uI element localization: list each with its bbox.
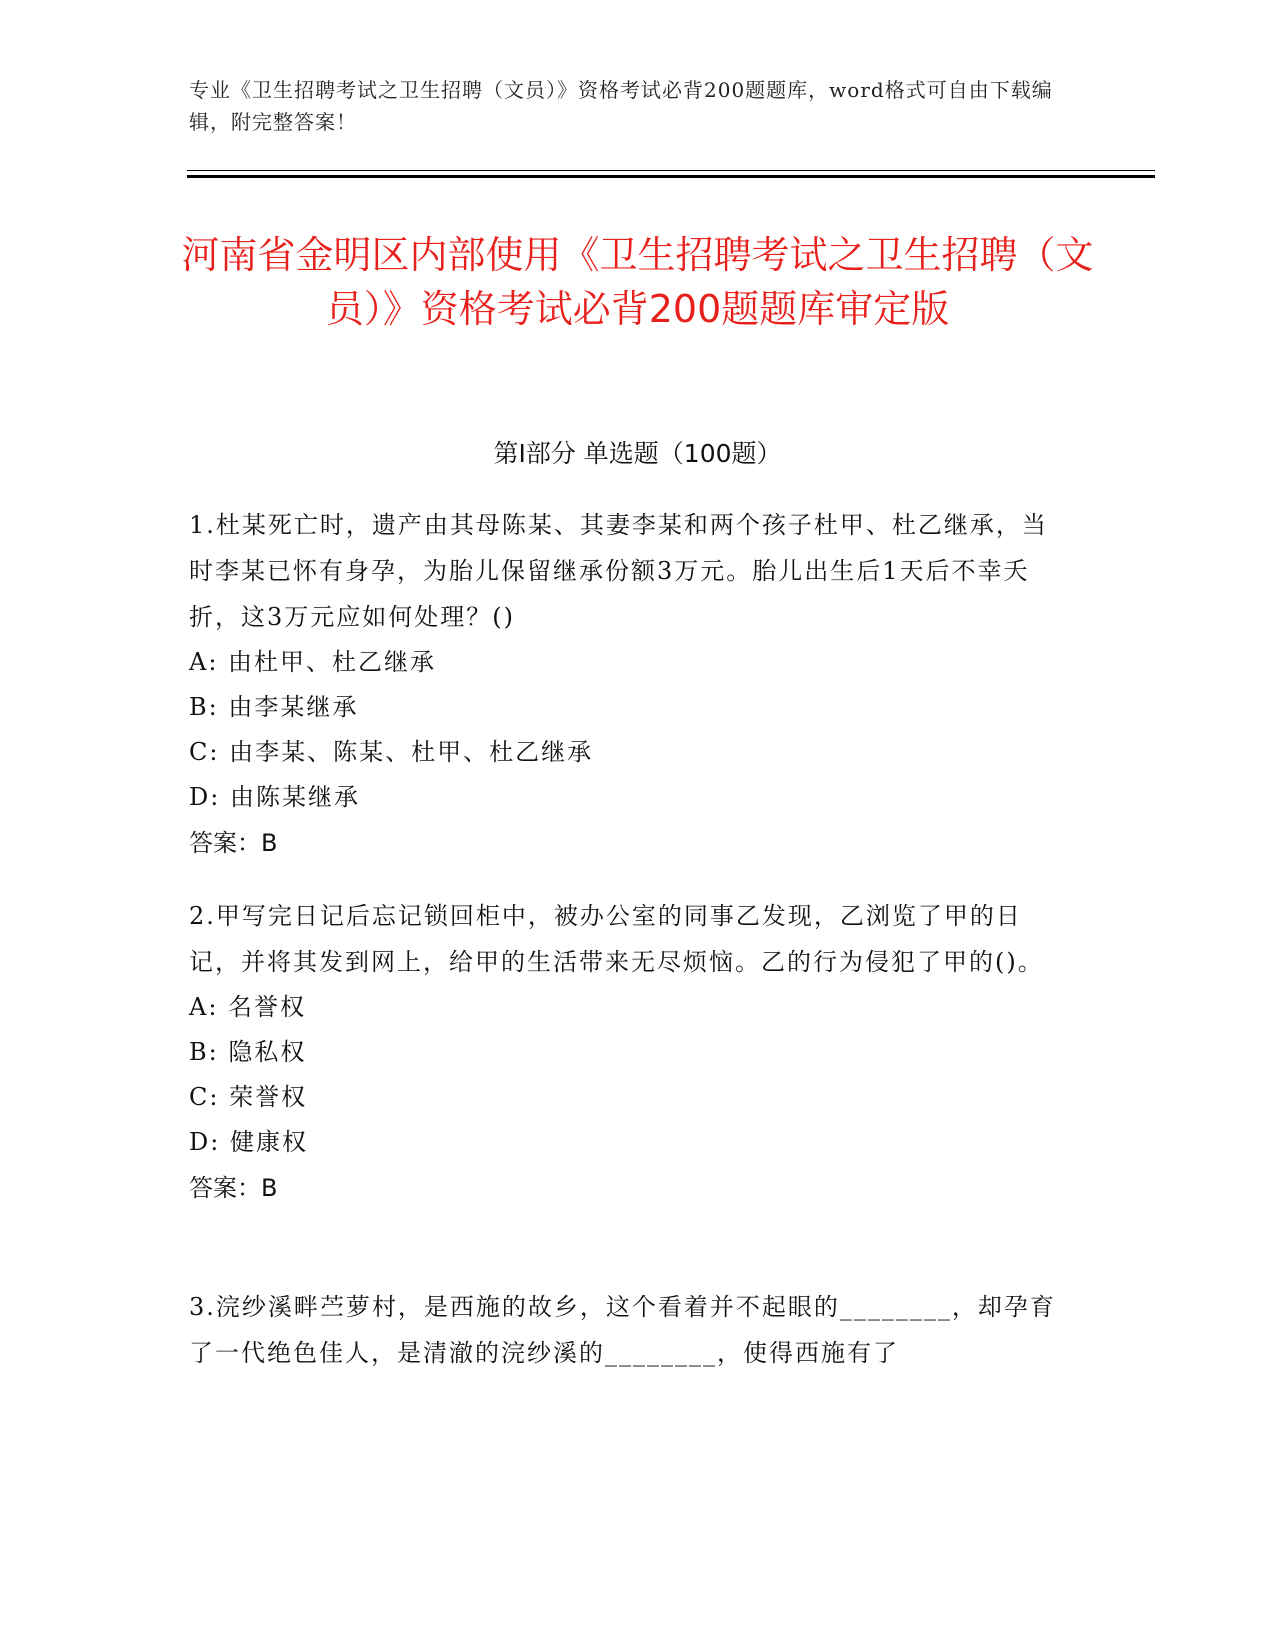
option-c: C: 由李某、陈某、杜甲、杜乙继承: [189, 738, 594, 766]
section-title: 第I部分 单选题（100题）: [493, 439, 782, 468]
question-stem: 3.浣纱溪畔苎萝村，是西施的故乡，这个看着并不起眼的________，却孕育了一代绝色佳人，是清澈的浣纱溪的________，使得西施有了: [189, 1293, 1056, 1367]
option-a: A: 名誉权: [189, 993, 307, 1021]
header-rule-thick: [187, 175, 1155, 178]
question-3: [189, 1284, 1069, 1376]
question-1: [189, 502, 1069, 866]
header-rule-thin: [187, 170, 1155, 171]
option-a: A: 由杜甲、杜乙继承: [189, 648, 437, 676]
option-b: B: 隐私权: [189, 1038, 307, 1066]
answer: 答案：B: [189, 1174, 278, 1202]
question-stem: 1.杜某死亡时，遗产由其母陈某、其妻李某和两个孩子杜甲、杜乙继承，当时李某已怀有身孕，为胎儿保留继承份额3万元。胎儿出生后1天后不幸夭折，这3万元应如何处理？(): [189, 511, 1048, 631]
option-b: B: 由李某继承: [189, 693, 359, 721]
answer: 答案：B: [189, 829, 278, 857]
option-c: C: 荣誉权: [189, 1083, 308, 1111]
option-d: D: 健康权: [189, 1128, 308, 1156]
header-note: 专业《卫生招聘考试之卫生招聘（文员）》资格考试必背200题题库，word格式可自由下载编辑，附完整答案！: [189, 78, 1053, 134]
option-d: D: 由陈某继承: [189, 783, 360, 811]
document-title: 河南省金明区内部使用《卫生招聘考试之卫生招聘（文员）》资格考试必背200题题库审定版: [181, 233, 1094, 331]
question-2: [189, 893, 1069, 1211]
question-stem: 2.甲写完日记后忘记锁回柜中，被办公室的同事乙发现，乙浏览了甲的日记，并将其发到网上，给甲的生活带来无尽烦恼。乙的行为侵犯了甲的()。: [189, 902, 1044, 976]
